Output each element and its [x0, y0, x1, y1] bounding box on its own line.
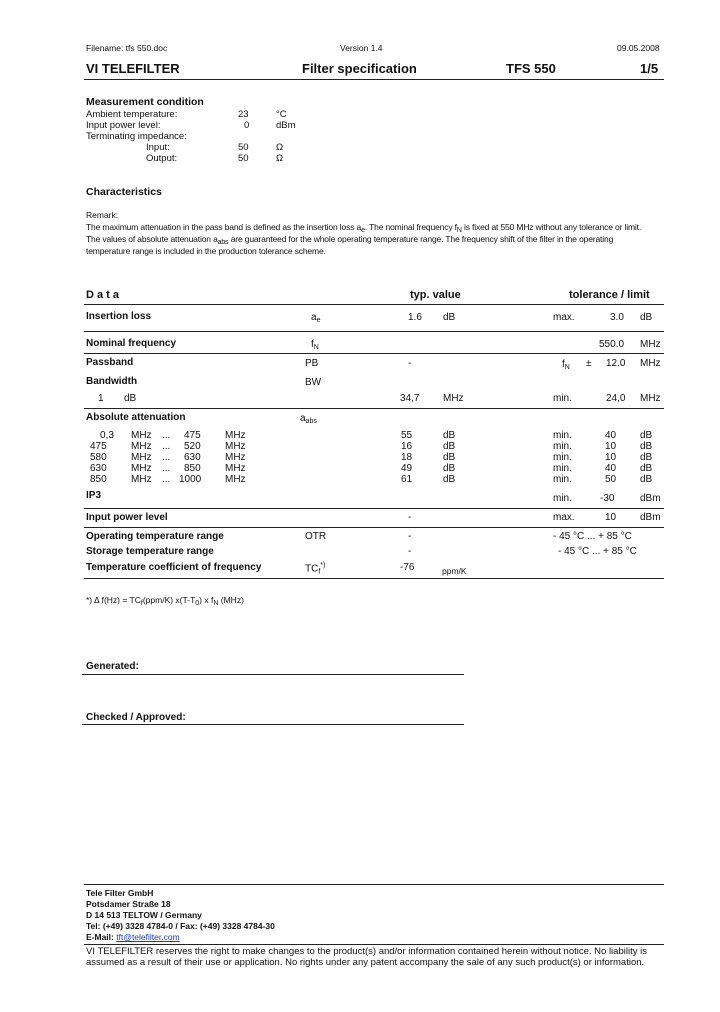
ambient-value: 23: [238, 109, 249, 120]
bandwidth-symbol: BW: [305, 377, 322, 388]
version: Version 1.4: [340, 43, 383, 53]
generated-signature-line: [82, 674, 464, 675]
absatt-row-3-typ: 49: [401, 463, 413, 474]
absatt-row-4-unit: dB: [443, 474, 456, 485]
output-value: 50: [238, 153, 249, 164]
nominal-lim-val: 550.0: [599, 339, 625, 350]
input-label: Input:: [146, 142, 170, 153]
absatt-label: Absolute attenuation: [86, 412, 186, 423]
absatt-row-0-typ: 55: [401, 430, 413, 441]
passband-label: Passband: [86, 357, 134, 368]
absatt-row-0-f2: 475: [184, 430, 201, 441]
absatt-row-2-f1: 580: [90, 452, 107, 463]
ambient-label: Ambient temperature:: [86, 109, 178, 120]
output-unit: Ω: [276, 153, 284, 164]
footer-rule: [84, 884, 664, 885]
bandwidth-level-unit: dB: [124, 393, 137, 404]
absatt-row-3-f2: 850: [184, 463, 201, 474]
absatt-row-4-lim-val: 50: [605, 474, 617, 485]
disclaimer-line-2: assumed as a result of their use or application. No rights under any patent accompany the sale of any such product(s) or information.: [86, 957, 645, 968]
otr-lim: - 45 °C ... + 85 °C: [553, 531, 632, 542]
filename: Filename: tfs 550.doc: [86, 43, 168, 53]
absatt-row-4-lim-unit: dB: [640, 474, 653, 485]
absatt-row-1-u2: MHz: [225, 441, 246, 452]
absatt-row-2-lim-unit: dB: [640, 452, 653, 463]
inputpower-lim-val: 10: [605, 512, 617, 523]
absatt-row-0-u1: MHz: [131, 430, 152, 441]
otr-symbol: OTR: [305, 531, 327, 542]
input-value: 50: [238, 142, 249, 153]
absatt-row-3-u2: MHz: [225, 463, 246, 474]
absatt-row-4-f2: 1000: [179, 474, 202, 485]
absatt-row-1-u1: MHz: [131, 441, 152, 452]
absatt-row-3-lim-unit: dB: [640, 463, 653, 474]
passband-pm: ±: [586, 358, 592, 369]
row-rule: [84, 527, 664, 528]
absatt-row-4-u2: MHz: [225, 474, 246, 485]
input-unit: Ω: [276, 142, 284, 153]
ambient-unit: °C: [276, 109, 287, 120]
tc-label: Temperature coefficient of frequency: [86, 562, 262, 573]
absatt-row-0-lim-val: 40: [605, 430, 617, 441]
date: 09.05.2008: [617, 43, 660, 53]
checked-label: Checked / Approved:: [86, 712, 186, 723]
absatt-row-1-unit: dB: [443, 441, 456, 452]
footnote: *) Δ $f(Hz) = TC_f(ppm/K)$ $x(T-T_0)$ x $f_N$ (MHz): [86, 595, 244, 607]
remark-label: Remark:: [86, 210, 119, 220]
absatt-row-2-u2: MHz: [225, 452, 246, 463]
row-rule: [84, 331, 664, 332]
absatt-row-4-dots: ...: [162, 474, 171, 485]
storage-lim: - 45 °C ... + 85 °C: [558, 546, 637, 557]
tc-typ: -76: [400, 562, 415, 573]
power-label: Input power level:: [86, 120, 161, 131]
insertion-lim-val: 3.0: [610, 312, 624, 323]
passband-symbol: PB: [305, 358, 319, 369]
absatt-row-4-typ: 61: [401, 474, 413, 485]
remark-line-3: temperature range is included in the production tolerance scheme.: [86, 246, 326, 256]
absatt-row-1-typ: 16: [401, 441, 413, 452]
passband-lim: $f_N$: [562, 359, 570, 371]
footer-rule-2: [84, 944, 664, 945]
footer-company: Tele Filter GmbH: [86, 888, 154, 898]
ip3-label: IP3: [86, 490, 102, 501]
bandwidth-level: 1: [98, 393, 104, 404]
inputpower-lim: max.: [553, 512, 575, 523]
col-typ-header: typ. value: [410, 289, 461, 301]
row-rule: [84, 508, 664, 509]
nominal-label: Nominal frequency: [86, 338, 177, 349]
passband-lim-unit: MHz: [640, 358, 661, 369]
checked-signature-line: [82, 724, 464, 725]
insertion-lim: max.: [553, 312, 575, 323]
absatt-row-1-lim: min.: [553, 441, 572, 452]
characteristics-heading: Characteristics: [86, 186, 162, 198]
remark-line-2: The values of absolute attenuation $a_{abs}$ are guaranteed for the whole operating temperature range. The frequency shift of the filter in the operating: [86, 234, 614, 246]
absatt-row-3-dots: ...: [162, 463, 171, 474]
absatt-row-0-lim-unit: dB: [640, 430, 653, 441]
document-title: Filter specification: [302, 61, 417, 76]
absatt-symbol: $a_{abs}$: [300, 413, 317, 425]
email-link[interactable]: tft@telefilter.com: [116, 932, 180, 942]
footer-email-row: E-Mail: tft@telefilter.com: [86, 932, 180, 942]
absatt-row-1-f2: 520: [184, 441, 201, 452]
insertion-typ: 1.6: [408, 312, 422, 323]
header-rule: [84, 79, 664, 80]
table-header-rule: [84, 304, 664, 305]
col-data-header: D a t a: [86, 289, 120, 301]
storage-typ: -: [408, 546, 412, 557]
ip3-lim-unit: dBm: [640, 493, 661, 504]
absatt-row-1-lim-val: 10: [605, 441, 617, 452]
storage-label: Storage temperature range: [86, 546, 214, 557]
footer-street: Potsdamer Straße 18: [86, 899, 171, 909]
insertion-unit: dB: [443, 312, 456, 323]
nominal-lim-unit: MHz: [640, 339, 661, 350]
absatt-row-3-lim-val: 40: [605, 463, 617, 474]
absatt-row-2-typ: 18: [401, 452, 413, 463]
bandwidth-lim-unit: MHz: [640, 393, 661, 404]
power-unit: dBm: [276, 120, 296, 131]
absatt-row-1-lim-unit: dB: [640, 441, 653, 452]
absatt-row-0-lim: min.: [553, 430, 572, 441]
footer-tel: Tel: (+49) 3328 4784-0 / Fax: (+49) 3328 4784-30: [86, 921, 275, 931]
ip3-lim: min.: [553, 493, 572, 504]
measurement-heading: Measurement condition: [86, 96, 204, 108]
company-title: VI TELEFILTER: [86, 61, 180, 76]
absatt-row-3-lim: min.: [553, 463, 572, 474]
insertion-symbol: $a_e$: [311, 312, 321, 324]
power-value: 0: [244, 120, 250, 131]
absatt-row-4-u1: MHz: [131, 474, 152, 485]
absatt-row-4-f1: 850: [90, 474, 107, 485]
absatt-row-2-unit: dB: [443, 452, 456, 463]
absatt-row-2-lim-val: 10: [605, 452, 617, 463]
output-label: Output:: [146, 153, 178, 164]
passband-typ: -: [408, 358, 412, 369]
absatt-row-3-unit: dB: [443, 463, 456, 474]
absatt-row-3-u1: MHz: [131, 463, 152, 474]
absatt-row-2-u1: MHz: [131, 452, 152, 463]
absatt-row-1-dots: ...: [162, 441, 171, 452]
absatt-row-1-f1: 475: [90, 441, 107, 452]
otr-label: Operating temperature range: [86, 531, 224, 542]
table-bottom-rule: [84, 578, 664, 579]
disclaimer-line-1: VI TELEFILTER reserves the right to make changes to the product(s) and/or information contained herein without notice. No liability is: [86, 946, 647, 957]
tc-symbol: $TC_f^{*)}$: [305, 562, 326, 576]
absatt-row-0-u2: MHz: [225, 430, 246, 441]
bandwidth-typ: 34,7: [400, 393, 420, 404]
absatt-row-2-lim: min.: [553, 452, 572, 463]
termination-label: Terminating impedance:: [86, 131, 187, 142]
absatt-row-0-dots: ...: [162, 430, 171, 441]
passband-lim-val: 12.0: [606, 358, 626, 369]
row-rule: [84, 408, 664, 409]
insertion-label: Insertion loss: [86, 311, 152, 322]
absatt-row-0-f1: 0,3: [100, 430, 114, 441]
insertion-lim-unit: dB: [640, 312, 653, 323]
absatt-row-4-lim: min.: [553, 474, 572, 485]
absatt-row-3-f1: 630: [90, 463, 107, 474]
row-rule: [84, 353, 664, 354]
bandwidth-label: Bandwidth: [86, 376, 138, 387]
bandwidth-lim: min.: [553, 393, 572, 404]
absatt-row-0-unit: dB: [443, 430, 456, 441]
generated-label: Generated:: [86, 661, 139, 672]
absatt-row-2-f2: 630: [184, 452, 201, 463]
footer-city: D 14 513 TELTOW / Germany: [86, 910, 202, 920]
tc-unit: ppm/K: [442, 566, 467, 576]
inputpower-label: Input power level: [86, 512, 168, 523]
product-name: TFS 550: [506, 61, 556, 76]
bandwidth-lim-val: 24,0: [606, 393, 626, 404]
remark-line-1: The maximum attenuation in the pass band is defined as the insertion loss $a_e$. The nominal frequency $f_N$ is fixed at 550 MHz without any tolerance or limit.: [86, 222, 642, 234]
absatt-row-2-dots: ...: [162, 452, 171, 463]
col-tol-header: tolerance / limit: [569, 289, 650, 301]
otr-typ: -: [408, 531, 412, 542]
inputpower-lim-unit: dBm: [640, 512, 661, 523]
inputpower-typ: -: [408, 512, 412, 523]
nominal-symbol: $f_N$: [311, 339, 319, 351]
ip3-lim-val: -30: [600, 493, 615, 504]
page-number: 1/5: [640, 61, 659, 76]
bandwidth-unit: MHz: [443, 393, 464, 404]
